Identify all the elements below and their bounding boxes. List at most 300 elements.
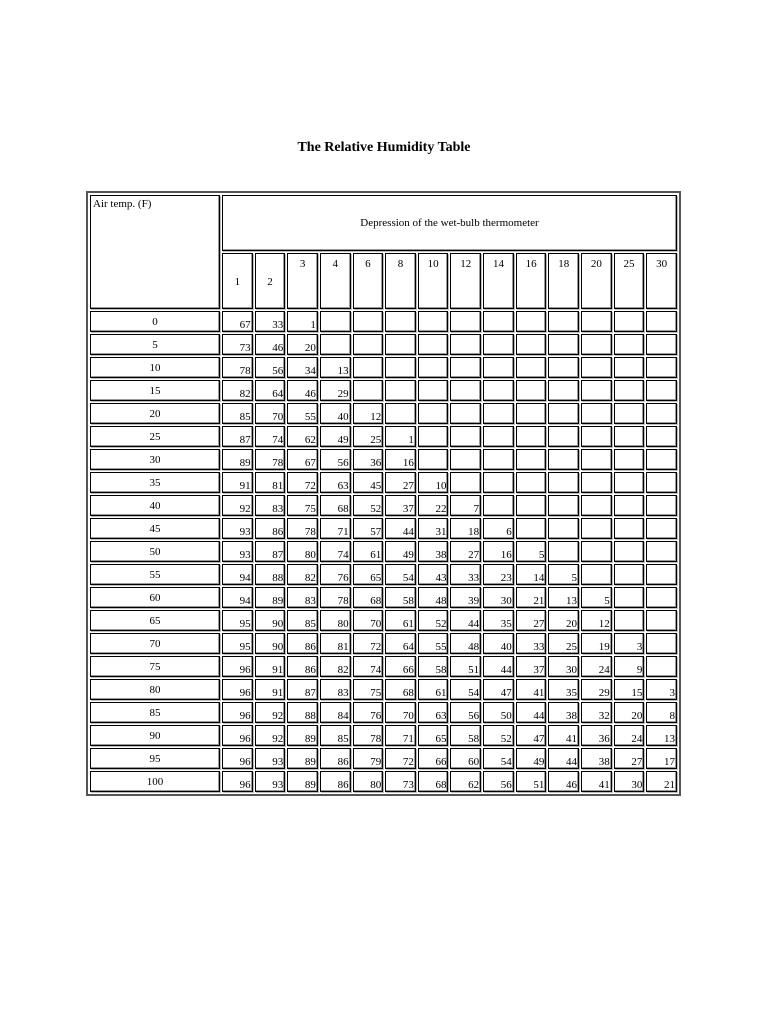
humidity-cell xyxy=(646,610,677,631)
humidity-cell: 20 xyxy=(614,702,645,723)
humidity-cell: 27 xyxy=(385,472,416,493)
humidity-cell xyxy=(450,380,481,401)
humidity-cell xyxy=(385,403,416,424)
humidity-cell: 14 xyxy=(516,564,547,585)
humidity-cell xyxy=(418,357,449,378)
humidity-cell xyxy=(614,449,645,470)
humidity-cell: 50 xyxy=(483,702,514,723)
column-header-label: 12 xyxy=(460,258,472,270)
humidity-cell xyxy=(646,518,677,539)
humidity-cell xyxy=(353,334,384,355)
humidity-cell: 30 xyxy=(548,656,579,677)
humidity-cell: 37 xyxy=(516,656,547,677)
humidity-cell xyxy=(516,449,547,470)
humidity-cell xyxy=(320,311,351,332)
table-row xyxy=(90,472,677,493)
humidity-cell: 95 xyxy=(222,610,253,631)
humidity-cell: 27 xyxy=(614,748,645,769)
humidity-cell xyxy=(581,311,612,332)
humidity-cell: 75 xyxy=(353,679,384,700)
table-row xyxy=(90,449,677,470)
humidity-cell xyxy=(353,357,384,378)
humidity-cell xyxy=(450,426,481,447)
humidity-cell: 44 xyxy=(385,518,416,539)
humidity-cell xyxy=(614,587,645,608)
column-header xyxy=(320,253,351,309)
humidity-cell: 38 xyxy=(581,748,612,769)
humidity-cell: 89 xyxy=(287,725,318,746)
air-temp-cell: 100 xyxy=(90,771,220,792)
humidity-cell xyxy=(483,380,514,401)
table-row xyxy=(90,380,677,401)
humidity-cell: 66 xyxy=(385,656,416,677)
humidity-cell: 37 xyxy=(385,495,416,516)
humidity-cell xyxy=(646,656,677,677)
humidity-cell: 33 xyxy=(516,633,547,654)
humidity-cell: 20 xyxy=(548,610,579,631)
humidity-cell: 9 xyxy=(614,656,645,677)
humidity-cell: 10 xyxy=(418,472,449,493)
humidity-cell xyxy=(353,311,384,332)
humidity-cell xyxy=(646,357,677,378)
humidity-cell: 39 xyxy=(450,587,481,608)
humidity-cell xyxy=(581,472,612,493)
humidity-cell xyxy=(646,564,677,585)
humidity-cell xyxy=(483,449,514,470)
humidity-cell: 49 xyxy=(385,541,416,562)
humidity-cell: 86 xyxy=(255,518,286,539)
humidity-cell xyxy=(418,426,449,447)
humidity-cell: 86 xyxy=(287,656,318,677)
humidity-cell: 36 xyxy=(581,725,612,746)
humidity-cell: 89 xyxy=(287,748,318,769)
column-header xyxy=(450,253,481,309)
humidity-cell: 80 xyxy=(287,541,318,562)
column-header-label: 6 xyxy=(365,258,371,270)
column-header-label: 2 xyxy=(267,276,273,288)
humidity-cell xyxy=(646,403,677,424)
humidity-cell xyxy=(548,380,579,401)
column-header-label: 1 xyxy=(234,276,241,288)
table-row xyxy=(90,656,677,677)
humidity-cell xyxy=(450,311,481,332)
air-temp-cell: 80 xyxy=(90,679,220,700)
humidity-cell: 63 xyxy=(418,702,449,723)
humidity-cell: 48 xyxy=(418,587,449,608)
humidity-cell: 49 xyxy=(320,426,351,447)
humidity-cell: 96 xyxy=(222,679,253,700)
humidity-cell: 78 xyxy=(222,357,253,378)
humidity-cell: 74 xyxy=(353,656,384,677)
humidity-cell: 58 xyxy=(450,725,481,746)
humidity-cell: 16 xyxy=(385,449,416,470)
humidity-cell: 31 xyxy=(418,518,449,539)
humidity-cell: 92 xyxy=(255,725,286,746)
humidity-cell: 45 xyxy=(353,472,384,493)
humidity-cell: 67 xyxy=(222,311,253,332)
humidity-cell xyxy=(581,357,612,378)
humidity-cell: 24 xyxy=(614,725,645,746)
air-temp-cell: 35 xyxy=(90,472,220,493)
column-header-label: 10 xyxy=(427,258,439,270)
humidity-cell: 52 xyxy=(483,725,514,746)
humidity-cell: 66 xyxy=(418,748,449,769)
humidity-cell xyxy=(581,334,612,355)
humidity-cell: 93 xyxy=(255,771,286,792)
table-row xyxy=(90,748,677,769)
humidity-cell: 93 xyxy=(222,541,253,562)
humidity-cell xyxy=(646,426,677,447)
humidity-cell: 25 xyxy=(548,633,579,654)
humidity-cell xyxy=(516,334,547,355)
table-row xyxy=(90,518,677,539)
humidity-cell: 85 xyxy=(222,403,253,424)
humidity-cell xyxy=(581,541,612,562)
humidity-cell: 5 xyxy=(548,564,579,585)
humidity-cell xyxy=(581,564,612,585)
air-temp-cell: 45 xyxy=(90,518,220,539)
column-header xyxy=(646,253,677,309)
humidity-cell: 88 xyxy=(287,702,318,723)
humidity-cell xyxy=(581,403,612,424)
humidity-cell: 30 xyxy=(483,587,514,608)
humidity-cell: 21 xyxy=(516,587,547,608)
humidity-cell: 96 xyxy=(222,748,253,769)
humidity-cell xyxy=(614,564,645,585)
humidity-cell xyxy=(548,495,579,516)
air-temp-cell: 90 xyxy=(90,725,220,746)
humidity-cell: 70 xyxy=(353,610,384,631)
humidity-cell: 44 xyxy=(450,610,481,631)
humidity-cell: 61 xyxy=(418,679,449,700)
humidity-cell: 65 xyxy=(353,564,384,585)
humidity-cell: 34 xyxy=(287,357,318,378)
humidity-cell xyxy=(581,518,612,539)
humidity-cell: 70 xyxy=(255,403,286,424)
humidity-cell: 5 xyxy=(581,587,612,608)
humidity-cell: 88 xyxy=(255,564,286,585)
humidity-cell xyxy=(646,380,677,401)
table-row xyxy=(90,702,677,723)
humidity-cell xyxy=(614,311,645,332)
humidity-cell: 56 xyxy=(320,449,351,470)
humidity-cell xyxy=(548,311,579,332)
humidity-cell: 29 xyxy=(581,679,612,700)
humidity-cell: 74 xyxy=(255,426,286,447)
humidity-cell: 89 xyxy=(222,449,253,470)
column-header xyxy=(385,253,416,309)
humidity-cell: 87 xyxy=(255,541,286,562)
humidity-cell: 92 xyxy=(222,495,253,516)
humidity-cell: 75 xyxy=(287,495,318,516)
humidity-cell: 82 xyxy=(287,564,318,585)
humidity-cell: 56 xyxy=(255,357,286,378)
humidity-cell xyxy=(646,495,677,516)
humidity-cell xyxy=(483,495,514,516)
humidity-cell: 29 xyxy=(320,380,351,401)
humidity-cell xyxy=(614,610,645,631)
humidity-table xyxy=(88,193,679,794)
column-header xyxy=(353,253,384,309)
humidity-cell: 72 xyxy=(385,748,416,769)
humidity-cell: 60 xyxy=(450,748,481,769)
table-row xyxy=(90,771,677,792)
table-row xyxy=(90,495,677,516)
column-header-label: 3 xyxy=(299,258,306,270)
humidity-cell: 1 xyxy=(287,311,318,332)
air-temp-cell: 50 xyxy=(90,541,220,562)
humidity-cell: 71 xyxy=(385,725,416,746)
humidity-cell: 78 xyxy=(287,518,318,539)
humidity-cell: 36 xyxy=(353,449,384,470)
humidity-cell xyxy=(516,380,547,401)
humidity-cell: 91 xyxy=(222,472,253,493)
column-header-label: 18 xyxy=(558,258,570,270)
humidity-cell: 25 xyxy=(353,426,384,447)
humidity-cell: 61 xyxy=(353,541,384,562)
humidity-cell: 21 xyxy=(646,771,677,792)
humidity-cell xyxy=(320,334,351,355)
humidity-cell: 68 xyxy=(320,495,351,516)
humidity-cell: 73 xyxy=(222,334,253,355)
air-temp-cell: 5 xyxy=(90,334,220,355)
humidity-cell: 18 xyxy=(450,518,481,539)
humidity-cell xyxy=(418,334,449,355)
humidity-cell: 80 xyxy=(353,771,384,792)
humidity-cell xyxy=(418,380,449,401)
humidity-cell: 1 xyxy=(385,426,416,447)
humidity-cell: 74 xyxy=(320,541,351,562)
humidity-cell: 44 xyxy=(483,656,514,677)
humidity-cell: 85 xyxy=(320,725,351,746)
humidity-cell: 52 xyxy=(353,495,384,516)
humidity-cell: 8 xyxy=(646,702,677,723)
humidity-cell: 40 xyxy=(320,403,351,424)
column-header xyxy=(255,253,286,309)
humidity-cell: 55 xyxy=(418,633,449,654)
humidity-cell: 83 xyxy=(320,679,351,700)
humidity-cell: 63 xyxy=(320,472,351,493)
humidity-cell xyxy=(614,518,645,539)
air-temp-cell: 55 xyxy=(90,564,220,585)
column-header-label: 4 xyxy=(332,258,338,270)
humidity-cell: 41 xyxy=(581,771,612,792)
humidity-cell: 46 xyxy=(255,334,286,355)
column-header xyxy=(581,253,612,309)
air-temp-cell: 40 xyxy=(90,495,220,516)
humidity-cell xyxy=(516,495,547,516)
humidity-cell xyxy=(581,426,612,447)
humidity-cell: 87 xyxy=(222,426,253,447)
humidity-cell: 86 xyxy=(287,633,318,654)
humidity-cell xyxy=(483,334,514,355)
table-row xyxy=(90,541,677,562)
humidity-cell: 38 xyxy=(418,541,449,562)
humidity-cell: 23 xyxy=(483,564,514,585)
air-temp-cell: 25 xyxy=(90,426,220,447)
humidity-cell xyxy=(516,311,547,332)
humidity-cell: 5 xyxy=(516,541,547,562)
humidity-cell: 13 xyxy=(320,357,351,378)
column-header xyxy=(483,253,514,309)
humidity-cell: 58 xyxy=(385,587,416,608)
table-row xyxy=(90,564,677,585)
humidity-cell: 92 xyxy=(255,702,286,723)
humidity-cell xyxy=(450,334,481,355)
humidity-cell: 96 xyxy=(222,702,253,723)
humidity-table-frame xyxy=(86,191,681,796)
humidity-cell: 32 xyxy=(581,702,612,723)
humidity-cell xyxy=(548,518,579,539)
humidity-cell: 83 xyxy=(287,587,318,608)
air-temp-cell: 70 xyxy=(90,633,220,654)
humidity-cell: 68 xyxy=(418,771,449,792)
humidity-cell: 46 xyxy=(287,380,318,401)
humidity-cell: 94 xyxy=(222,587,253,608)
column-header xyxy=(287,253,318,309)
humidity-cell: 6 xyxy=(483,518,514,539)
humidity-cell: 41 xyxy=(516,679,547,700)
table-row xyxy=(90,725,677,746)
air-temp-cell: 15 xyxy=(90,380,220,401)
humidity-cell: 40 xyxy=(483,633,514,654)
humidity-cell: 89 xyxy=(287,771,318,792)
humidity-cell: 41 xyxy=(548,725,579,746)
humidity-cell: 62 xyxy=(450,771,481,792)
humidity-cell: 76 xyxy=(353,702,384,723)
air-temp-header: Air temp. (F) xyxy=(90,195,220,309)
table-row xyxy=(90,633,677,654)
humidity-cell: 71 xyxy=(320,518,351,539)
column-header-label: 30 xyxy=(656,258,668,270)
humidity-cell xyxy=(646,334,677,355)
column-header-label: 16 xyxy=(525,258,537,270)
humidity-cell: 35 xyxy=(483,610,514,631)
table-row xyxy=(90,610,677,631)
air-temp-cell: 65 xyxy=(90,610,220,631)
humidity-cell: 94 xyxy=(222,564,253,585)
column-header xyxy=(614,253,645,309)
humidity-cell xyxy=(418,403,449,424)
humidity-cell: 27 xyxy=(516,610,547,631)
humidity-cell: 93 xyxy=(255,748,286,769)
humidity-cell xyxy=(581,449,612,470)
depression-header: Depression of the wet-bulb thermometer xyxy=(222,195,677,251)
humidity-cell xyxy=(614,426,645,447)
humidity-cell xyxy=(418,449,449,470)
humidity-cell xyxy=(385,311,416,332)
humidity-cell: 79 xyxy=(353,748,384,769)
humidity-cell xyxy=(614,357,645,378)
humidity-cell: 56 xyxy=(483,771,514,792)
humidity-cell: 52 xyxy=(418,610,449,631)
column-header xyxy=(516,253,547,309)
humidity-cell xyxy=(548,541,579,562)
humidity-cell: 76 xyxy=(320,564,351,585)
humidity-cell: 54 xyxy=(483,748,514,769)
humidity-cell: 89 xyxy=(255,587,286,608)
humidity-cell: 54 xyxy=(450,679,481,700)
humidity-cell: 90 xyxy=(255,633,286,654)
humidity-cell xyxy=(516,518,547,539)
humidity-cell: 72 xyxy=(287,472,318,493)
humidity-cell: 16 xyxy=(483,541,514,562)
humidity-cell: 13 xyxy=(548,587,579,608)
humidity-cell xyxy=(646,633,677,654)
humidity-cell: 78 xyxy=(353,725,384,746)
humidity-cell: 3 xyxy=(614,633,645,654)
air-temp-cell: 60 xyxy=(90,587,220,608)
humidity-cell xyxy=(646,449,677,470)
humidity-cell: 87 xyxy=(287,679,318,700)
table-row xyxy=(90,334,677,355)
humidity-cell xyxy=(483,426,514,447)
humidity-cell xyxy=(450,357,481,378)
air-temp-cell: 30 xyxy=(90,449,220,470)
air-temp-cell: 0 xyxy=(90,311,220,332)
humidity-cell xyxy=(646,541,677,562)
humidity-cell: 13 xyxy=(646,725,677,746)
humidity-cell: 15 xyxy=(614,679,645,700)
humidity-cell: 17 xyxy=(646,748,677,769)
humidity-cell xyxy=(614,334,645,355)
humidity-cell: 67 xyxy=(287,449,318,470)
humidity-cell: 78 xyxy=(255,449,286,470)
humidity-cell xyxy=(548,426,579,447)
humidity-cell: 85 xyxy=(287,610,318,631)
humidity-cell: 3 xyxy=(646,679,677,700)
humidity-cell: 54 xyxy=(385,564,416,585)
humidity-cell: 86 xyxy=(320,748,351,769)
humidity-cell xyxy=(614,541,645,562)
humidity-cell: 47 xyxy=(516,725,547,746)
humidity-cell xyxy=(548,449,579,470)
humidity-cell: 7 xyxy=(450,495,481,516)
humidity-cell: 44 xyxy=(548,748,579,769)
humidity-cell xyxy=(483,357,514,378)
humidity-cell: 51 xyxy=(450,656,481,677)
humidity-cell xyxy=(548,472,579,493)
humidity-cell: 20 xyxy=(287,334,318,355)
humidity-cell xyxy=(385,357,416,378)
table-body xyxy=(90,311,677,792)
humidity-cell: 43 xyxy=(418,564,449,585)
humidity-cell: 65 xyxy=(418,725,449,746)
air-temp-cell: 20 xyxy=(90,403,220,424)
humidity-cell: 33 xyxy=(255,311,286,332)
humidity-cell: 47 xyxy=(483,679,514,700)
humidity-cell xyxy=(581,380,612,401)
humidity-cell: 61 xyxy=(385,610,416,631)
humidity-cell: 84 xyxy=(320,702,351,723)
column-header-label: 20 xyxy=(590,258,602,270)
humidity-cell: 19 xyxy=(581,633,612,654)
table-row xyxy=(90,679,677,700)
table-row xyxy=(90,587,677,608)
column-header xyxy=(418,253,449,309)
humidity-cell: 24 xyxy=(581,656,612,677)
humidity-cell xyxy=(614,403,645,424)
humidity-cell: 49 xyxy=(516,748,547,769)
air-temp-cell: 10 xyxy=(90,357,220,378)
air-temp-cell: 85 xyxy=(90,702,220,723)
humidity-cell: 86 xyxy=(320,771,351,792)
humidity-cell: 48 xyxy=(450,633,481,654)
humidity-cell: 35 xyxy=(548,679,579,700)
humidity-cell: 58 xyxy=(418,656,449,677)
humidity-cell: 12 xyxy=(581,610,612,631)
humidity-cell: 96 xyxy=(222,725,253,746)
